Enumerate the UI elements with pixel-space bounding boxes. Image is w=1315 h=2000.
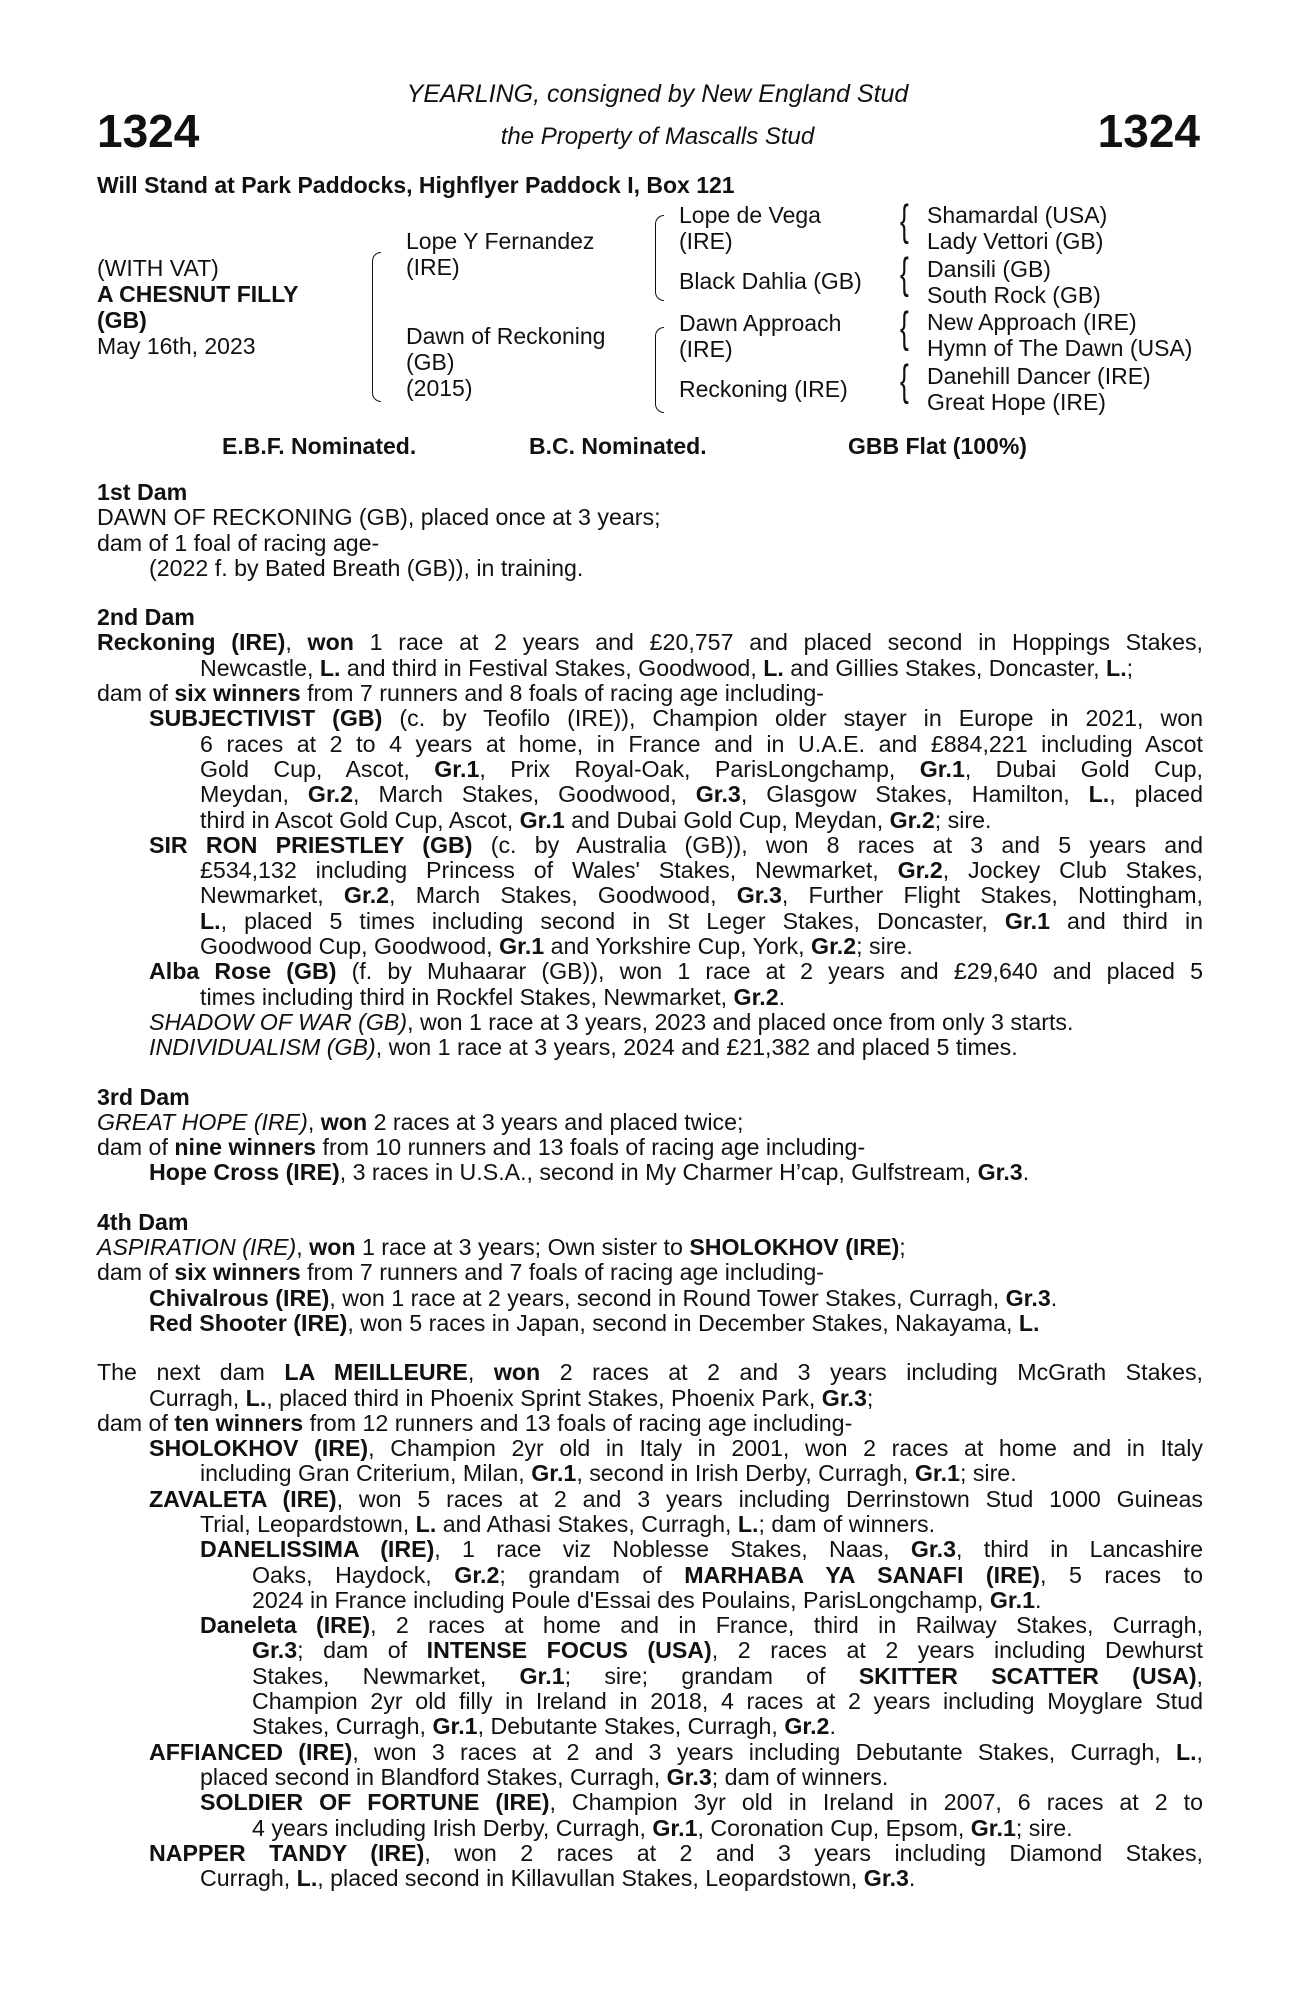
gg-6: Hymn of The Dawn (USA)	[927, 335, 1193, 361]
dam2-line: Newcastle, L. and third in Festival Stakes, Goodwood, L. and Gillies Stakes, Doncaster, L.;	[200, 654, 1134, 681]
section-4th-dam: 4th Dam	[97, 1208, 189, 1235]
ebf-nomination: E.B.F. Nominated.	[222, 433, 417, 459]
next-dam-line: Curragh, L., placed third in Phoenix Sprint Stakes, Phoenix Park, Gr.3;	[149, 1384, 874, 1411]
dam-sire: Dawn Approach	[679, 310, 842, 336]
sire-name: Lope Y Fernandez	[406, 228, 595, 254]
lot-number-left: 1324	[97, 105, 200, 157]
dam1-line: DAWN OF RECKONING (GB), placed once at 3 years;	[97, 504, 661, 531]
brace-2: {	[899, 249, 909, 298]
horse-origin: (GB)	[97, 307, 147, 333]
progeny-entry: 4 years including Irish Derby, Curragh, Gr.1, Coronation Cup, Epsom, Gr.1; sire.	[252, 1814, 1073, 1841]
progeny-entry: Hope Cross (IRE), 3 races in U.S.A., second in My Charmer H’cap, Gulfstream, Gr.3.	[149, 1159, 1030, 1186]
brace-1: {	[899, 196, 909, 245]
progeny-entry: placed second in Blandford Stakes, Curragh, Gr.3; dam of winners.	[200, 1763, 889, 1790]
gg-8: Great Hope (IRE)	[927, 389, 1106, 415]
progeny-entry: third in Ascot Gold Cup, Ascot, Gr.1 and Dubai Gold Cup, Meydan, Gr.2; sire.	[200, 806, 992, 833]
progeny-entry: Oaks, Haydock, Gr.2; grandam of MARHABA YA SANAFI (IRE), 5 races to	[252, 1561, 1203, 1588]
dam-origin: (GB)	[406, 349, 455, 375]
progeny-entry: AFFIANCED (IRE), won 3 races at 2 and 3 years including Debutante Stakes, Curragh, L.,	[149, 1738, 1203, 1765]
brace-3: {	[899, 303, 909, 352]
progeny-entry: NAPPER TANDY (IRE), won 2 races at 2 and 3 years including Diamond Stakes,	[149, 1839, 1203, 1866]
progeny-entry: including Gran Criterium, Milan, Gr.1, second in Irish Derby, Curragh, Gr.1; sire.	[200, 1460, 1017, 1487]
progeny-entry: INDIVIDUALISM (GB), won 1 race at 3 years, 2024 and £21,382 and placed 5 times.	[149, 1034, 1018, 1061]
progeny-entry: Stakes, Newmarket, Gr.1; sire; grandam of SKITTER SCATTER (USA),	[252, 1662, 1203, 1689]
progeny-entry: Chivalrous (IRE), won 1 race at 2 years, second in Round Tower Stakes, Curragh, Gr.3.	[149, 1284, 1058, 1311]
progeny-entry: L., placed 5 times including second in St Leger Stakes, Doncaster, Gr.1 and third in	[200, 907, 1203, 934]
progeny-entry: Alba Rose (GB) (f. by Muhaarar (GB)), won 1 race at 2 years and £29,640 and placed 5	[149, 958, 1203, 985]
pedigree-bracket-2a	[655, 215, 664, 301]
progeny-entry: Daneleta (IRE), 2 races at home and in France, third in Railway Stakes, Curragh,	[200, 1612, 1204, 1639]
dam-sire-origin: (IRE)	[679, 336, 733, 362]
progeny-entry: Red Shooter (IRE), won 5 races in Japan, second in December Stakes, Nakayama, L.	[149, 1309, 1040, 1336]
sire-sire: Lope de Vega	[679, 202, 821, 228]
progeny-entry: Stakes, Curragh, Gr.1, Debutante Stakes, Curragh, Gr.2.	[252, 1713, 836, 1740]
dam4-line: dam of six winners from 7 runners and 7 foals of racing age including-	[97, 1259, 824, 1286]
consignment-line: YEARLING, consigned by New England Stud	[406, 80, 909, 108]
progeny-entry: SHADOW OF WAR (GB), won 1 race at 3 years, 2023 and placed once from only 3 starts.	[149, 1008, 1074, 1035]
progeny-entry: 2024 in France including Poule d'Essai des Poulains, ParisLongchamp, Gr.1.	[252, 1586, 1042, 1613]
pedigree-bracket-2b	[655, 327, 664, 413]
section-3rd-dam: 3rd Dam	[97, 1083, 190, 1110]
gg-2: Lady Vettori (GB)	[927, 228, 1104, 254]
section-1st-dam: 1st Dam	[97, 479, 188, 505]
dam3-line: dam of nine winners from 10 runners and 13 foals of racing age including-	[97, 1134, 866, 1161]
progeny-entry: SUBJECTIVIST (GB) (c. by Teofilo (IRE)), Champion older stayer in Europe in 2021, won	[149, 705, 1203, 732]
progeny-entry: Newmarket, Gr.2, March Stakes, Goodwood, Gr.3, Further Flight Stakes, Nottingham,	[200, 882, 1204, 909]
next-dam-line: The next dam LA MEILLEURE, won 2 races at 2 and 3 years including McGrath Stakes,	[97, 1359, 1203, 1386]
catalogue-body	[97, 480, 1203, 1891]
dam1-foal: (2022 f. by Bated Breath (GB)), in training.	[149, 554, 584, 581]
gbb-flat: GBB Flat (100%)	[848, 433, 1027, 459]
horse-name: A CHESNUT FILLY	[97, 281, 299, 307]
progeny-entry: SHOLOKHOV (IRE), Champion 2yr old in Italy in 2001, won 2 races at home and in Italy	[149, 1435, 1203, 1462]
progeny-entry: Goodwood Cup, Goodwood, Gr.1 and Yorkshire Cup, York, Gr.2; sire.	[200, 933, 913, 960]
vat-label: (WITH VAT)	[97, 255, 219, 281]
progeny-entry: SOLDIER OF FORTUNE (IRE), Champion 3yr old in Ireland in 2007, 6 races at 2 to	[200, 1789, 1203, 1816]
property-line: the Property of Mascalls Stud	[500, 123, 815, 150]
progeny-entry: Curragh, L., placed second in Killavullan Stakes, Leopardstown, Gr.3.	[200, 1865, 916, 1892]
bc-nomination: B.C. Nominated.	[529, 433, 707, 459]
lot-number-right: 1324	[1097, 105, 1200, 157]
progeny-entry: times including third in Rockfel Stakes, Newmarket, Gr.2.	[200, 983, 786, 1010]
progeny-entry: Champion 2yr old filly in Ireland in 2018, 4 races at 2 years including Moyglare Stud	[252, 1688, 1203, 1715]
gg-3: Dansili (GB)	[927, 256, 1051, 282]
progeny-entry: Trial, Leopardstown, L. and Athasi Stakes, Curragh, L.; dam of winners.	[200, 1510, 936, 1537]
stand-location: Will Stand at Park Paddocks, Highflyer Paddock I, Box 121	[97, 172, 735, 198]
dam2-line: Reckoning (IRE), won 1 race at 2 years and £20,757 and placed second in Hoppings Stakes,	[97, 629, 1203, 656]
sire-sire-origin: (IRE)	[679, 228, 733, 254]
progeny-entry: SIR RON PRIESTLEY (GB) (c. by Australia (GB)), won 8 races at 3 and 5 years and	[149, 831, 1203, 858]
brace-4: {	[899, 356, 909, 405]
dam2-line: dam of six winners from 7 runners and 8 foals of racing age including-	[97, 680, 824, 707]
dam-year: (2015)	[406, 375, 473, 401]
horse-dob: May 16th, 2023	[97, 333, 256, 359]
dam3-line: GREAT HOPE (IRE), won 2 races at 3 years and placed twice;	[97, 1108, 744, 1135]
gg-5: New Approach (IRE)	[927, 309, 1137, 335]
gg-7: Danehill Dancer (IRE)	[927, 363, 1151, 389]
section-2nd-dam: 2nd Dam	[97, 604, 195, 631]
sire-origin: (IRE)	[406, 254, 460, 280]
pedigree-bracket-1	[372, 252, 381, 402]
progeny-entry: Meydan, Gr.2, March Stakes, Goodwood, Gr.3, Glasgow Stakes, Hamilton, L., placed	[200, 781, 1203, 808]
progeny-entry: ZAVALETA (IRE), won 5 races at 2 and 3 years including Derrinstown Stud 1000 Guineas	[149, 1485, 1203, 1512]
dam1-line: dam of 1 foal of racing age-	[97, 529, 380, 556]
gg-4: South Rock (GB)	[927, 282, 1101, 308]
dam-dam: Reckoning (IRE)	[679, 376, 848, 402]
progeny-entry: £534,132 including Princess of Wales' Stakes, Newmarket, Gr.2, Jockey Club Stakes,	[200, 857, 1203, 884]
progeny-entry: DANELISSIMA (IRE), 1 race viz Noblesse Stakes, Naas, Gr.3, third in Lancashire	[200, 1536, 1204, 1563]
gg-1: Shamardal (USA)	[927, 202, 1108, 228]
dam-name: Dawn of Reckoning	[406, 323, 606, 349]
dam4-line: ASPIRATION (IRE), won 1 race at 3 years; Own sister to SHOLOKHOV (IRE);	[97, 1234, 906, 1261]
progeny-entry: 6 races at 2 to 4 years at home, in France and in U.A.E. and £884,221 including Ascot	[200, 730, 1203, 757]
next-dam-line: dam of ten winners from 12 runners and 13 foals of racing age including-	[97, 1409, 853, 1436]
sire-dam: Black Dahlia (GB)	[679, 268, 862, 294]
progeny-entry: Gold Cup, Ascot, Gr.1, Prix Royal-Oak, ParisLongchamp, Gr.1, Dubai Gold Cup,	[200, 755, 1203, 782]
progeny-entry: Gr.3; dam of INTENSE FOCUS (USA), 2 races at 2 years including Dewhurst	[252, 1637, 1203, 1664]
